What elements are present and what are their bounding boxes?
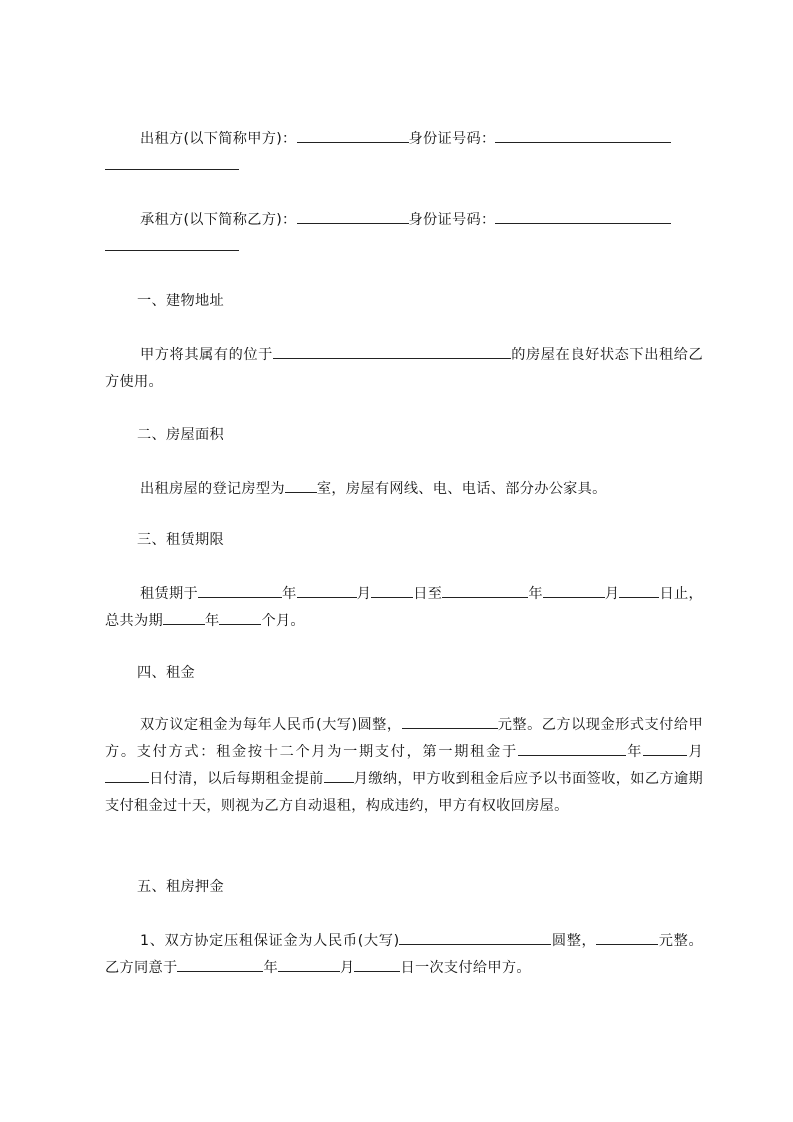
section-heading-address: 一、建物地址 — [137, 293, 224, 309]
deposit-day-blank[interactable] — [354, 957, 400, 972]
section-heading-rent: 四、租金 — [137, 665, 195, 681]
term-text: 租赁期于 — [140, 586, 199, 602]
area-text-1: 出租房屋的登记房型为 — [140, 481, 285, 497]
lessor-label: 出租方(以下简称甲方)： — [140, 131, 297, 147]
lessee-label: 承租方(以下简称乙方)： — [140, 212, 297, 228]
lessee-name-blank[interactable] — [297, 209, 409, 224]
deposit-paragraph — [105, 928, 703, 982]
first-pay-day-blank[interactable] — [105, 768, 149, 783]
term-text: 个月。 — [261, 613, 305, 629]
address-text-2: 的房屋在良好状态下出租给乙方使用。 — [105, 347, 703, 390]
address-text-1: 甲方将其属有的位于 — [140, 347, 273, 363]
area-paragraph — [105, 476, 703, 503]
first-pay-year-blank[interactable] — [518, 741, 626, 756]
rent-text: 日付清，以后每期租金提前 — [149, 771, 324, 787]
deposit-text: 月 — [339, 960, 355, 976]
term-paragraph — [105, 581, 703, 635]
rent-text: 双方议定租金为每年人民币(大写)圆整， — [140, 717, 402, 733]
deposit-text: 圆整， — [551, 933, 597, 949]
start-year-blank[interactable] — [198, 583, 282, 598]
lessor-id-label: 身份证号码： — [408, 131, 496, 147]
lessor-name-blank[interactable] — [297, 128, 409, 143]
rent-text: 月 — [687, 744, 703, 760]
duration-months-blank[interactable] — [219, 610, 261, 625]
rent-amount-blank[interactable] — [402, 714, 498, 729]
section-heading-term: 三、租赁期限 — [137, 532, 224, 548]
room-count-blank[interactable] — [285, 478, 317, 493]
start-month-blank[interactable] — [297, 583, 357, 598]
lessor-line — [105, 126, 703, 180]
lessee-line — [105, 207, 703, 261]
deposit-year-blank[interactable] — [177, 957, 263, 972]
term-text: 日止，总共为期 — [105, 586, 703, 629]
end-month-blank[interactable] — [543, 583, 605, 598]
duration-years-blank[interactable] — [163, 610, 205, 625]
term-text: 年 — [282, 586, 297, 602]
section-heading-deposit: 五、租房押金 — [137, 879, 224, 895]
lessee-id-label: 身份证号码： — [408, 212, 496, 228]
lessor-id-blank-cont[interactable] — [105, 155, 239, 170]
deposit-text: 年 — [263, 960, 278, 976]
deposit-text: 1、双方协定压租保证金为人民币(大写) — [140, 933, 400, 949]
deposit-amount-blank[interactable] — [596, 930, 658, 945]
start-day-blank[interactable] — [371, 583, 413, 598]
area-text-2: 室，房屋有网线、电、电话、部分办公家具。 — [316, 481, 607, 497]
term-text: 日至 — [413, 586, 443, 602]
rent-text: 元整。乙方以现金形式支付给甲方。支付方式：租金按十二个月为一期支付，第一期租金于 — [105, 717, 703, 760]
deposit-text: 元整。乙方同意于 — [105, 933, 703, 976]
end-day-blank[interactable] — [619, 583, 659, 598]
rent-paragraph — [105, 712, 703, 820]
address-blank[interactable] — [273, 344, 511, 359]
lessee-id-blank[interactable] — [495, 209, 671, 224]
term-text: 年 — [528, 586, 543, 602]
advance-months-blank[interactable] — [324, 768, 354, 783]
rent-text: 年 — [625, 744, 644, 760]
address-paragraph — [105, 342, 703, 396]
term-text: 月 — [356, 586, 372, 602]
end-year-blank[interactable] — [442, 583, 528, 598]
lessor-id-blank[interactable] — [495, 128, 671, 143]
deposit-amount-words-blank[interactable] — [399, 930, 551, 945]
deposit-month-blank[interactable] — [278, 957, 340, 972]
lessee-id-blank-cont[interactable] — [105, 236, 239, 251]
deposit-text: 日一次支付给甲方。 — [400, 960, 531, 976]
section-heading-area: 二、房屋面积 — [137, 427, 224, 443]
rent-text: 月缴纳，甲方收到租金后应予以书面签收，如乙方逾期支付租金过十天，则视为乙方自动退租，构成违约，甲方有权收回房屋。 — [105, 771, 704, 814]
first-pay-month-blank[interactable] — [643, 741, 687, 756]
term-text: 月 — [604, 586, 620, 602]
term-text: 年 — [204, 613, 220, 629]
